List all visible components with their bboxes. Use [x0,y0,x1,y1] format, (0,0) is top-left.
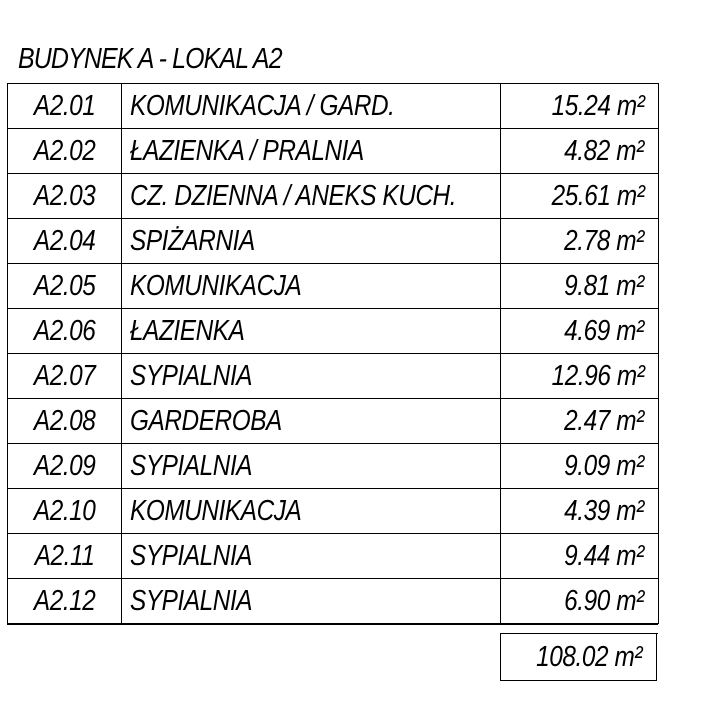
room-name-cell [122,399,501,444]
room-id: A2.12 [33,585,96,617]
table-row [8,489,659,534]
room-name: GARDEROBA [130,405,283,437]
table-row [8,264,659,309]
table-title-text: BUDYNEK A - LOKAL A2 [18,43,282,75]
room-area: 9.09 m² [564,450,644,482]
table-row [8,309,659,354]
room-area: 9.44 m² [564,540,644,572]
room-area-cell [500,264,658,309]
room-name-cell [122,354,501,399]
table-row [8,174,659,219]
room-id: A2.08 [33,405,96,437]
table-row [8,444,659,489]
room-area: 2.78 m² [564,225,644,257]
table-row [8,354,659,399]
room-id-cell [8,399,122,444]
room-id-cell [8,84,122,129]
table-row [8,579,659,624]
room-name-cell [122,84,501,129]
room-area-cell [500,444,658,489]
room-area: 12.96 m² [551,360,644,392]
room-area-cell [500,219,658,264]
room-name: SYPIALNIA [130,360,253,392]
room-id-cell [8,219,122,264]
room-area-cell [500,579,658,624]
room-id: A2.02 [33,135,96,167]
room-id-cell [8,309,122,354]
room-name: ŁAZIENKA / PRALNIA [130,135,365,167]
table-row [8,399,659,444]
room-area-cell [500,309,658,354]
table-row [8,129,659,174]
room-area-cell [500,354,658,399]
room-id: A2.09 [33,450,96,482]
room-id-cell [8,444,122,489]
room-name: KOMUNIKACJA [130,495,302,527]
room-id: A2.01 [33,90,96,122]
total-area-value: 108.02 m² [536,641,642,673]
room-id: A2.06 [33,315,96,347]
room-id-cell [8,129,122,174]
room-area: 4.82 m² [564,135,644,167]
room-area: 9.81 m² [564,270,644,302]
room-name-cell [122,534,501,579]
room-name: ŁAZIENKA [130,315,245,347]
room-id-cell [8,579,122,624]
room-name-cell [122,264,501,309]
room-area-cell [500,174,658,219]
room-area: 15.24 m² [551,90,644,122]
room-area: 25.61 m² [551,180,644,212]
room-name: SYPIALNIA [130,450,253,482]
room-id-cell [8,264,122,309]
room-id-cell [8,534,122,579]
room-name-cell [122,444,501,489]
room-name: SYPIALNIA [130,540,253,572]
room-id: A2.10 [33,495,96,527]
room-name: SYPIALNIA [130,585,253,617]
room-name-cell [122,309,501,354]
total-area-box [500,633,657,681]
room-id-cell [8,174,122,219]
table-row [8,534,659,579]
table-row [8,84,659,129]
room-name-cell [122,219,501,264]
room-area: 4.39 m² [564,495,644,527]
table-title [18,40,282,78]
room-name-cell [122,489,501,534]
room-name: KOMUNIKACJA [130,270,302,302]
room-area-cell [500,489,658,534]
room-id: A2.05 [33,270,96,302]
room-area-cell [500,84,658,129]
room-area-table [7,83,659,624]
room-name: KOMUNIKACJA / GARD. [130,90,395,122]
room-id-cell [8,489,122,534]
room-area-cell [500,534,658,579]
room-name-cell [122,129,501,174]
room-id: A2.03 [33,180,96,212]
total-separator-line [7,624,658,625]
room-id-cell [8,354,122,399]
room-area: 4.69 m² [564,315,644,347]
room-area: 2.47 m² [564,405,644,437]
room-area-cell [500,399,658,444]
room-area: 6.90 m² [564,585,644,617]
room-id: A2.11 [34,540,95,572]
room-name: SPIŻARNIA [130,225,255,257]
room-name-cell [122,579,501,624]
room-id: A2.04 [33,225,96,257]
room-area-cell [500,129,658,174]
room-id: A2.07 [33,360,96,392]
room-name: CZ. DZIENNA / ANEKS KUCH. [130,180,457,212]
table-row [8,219,659,264]
room-rows [8,84,659,624]
room-name-cell [122,174,501,219]
